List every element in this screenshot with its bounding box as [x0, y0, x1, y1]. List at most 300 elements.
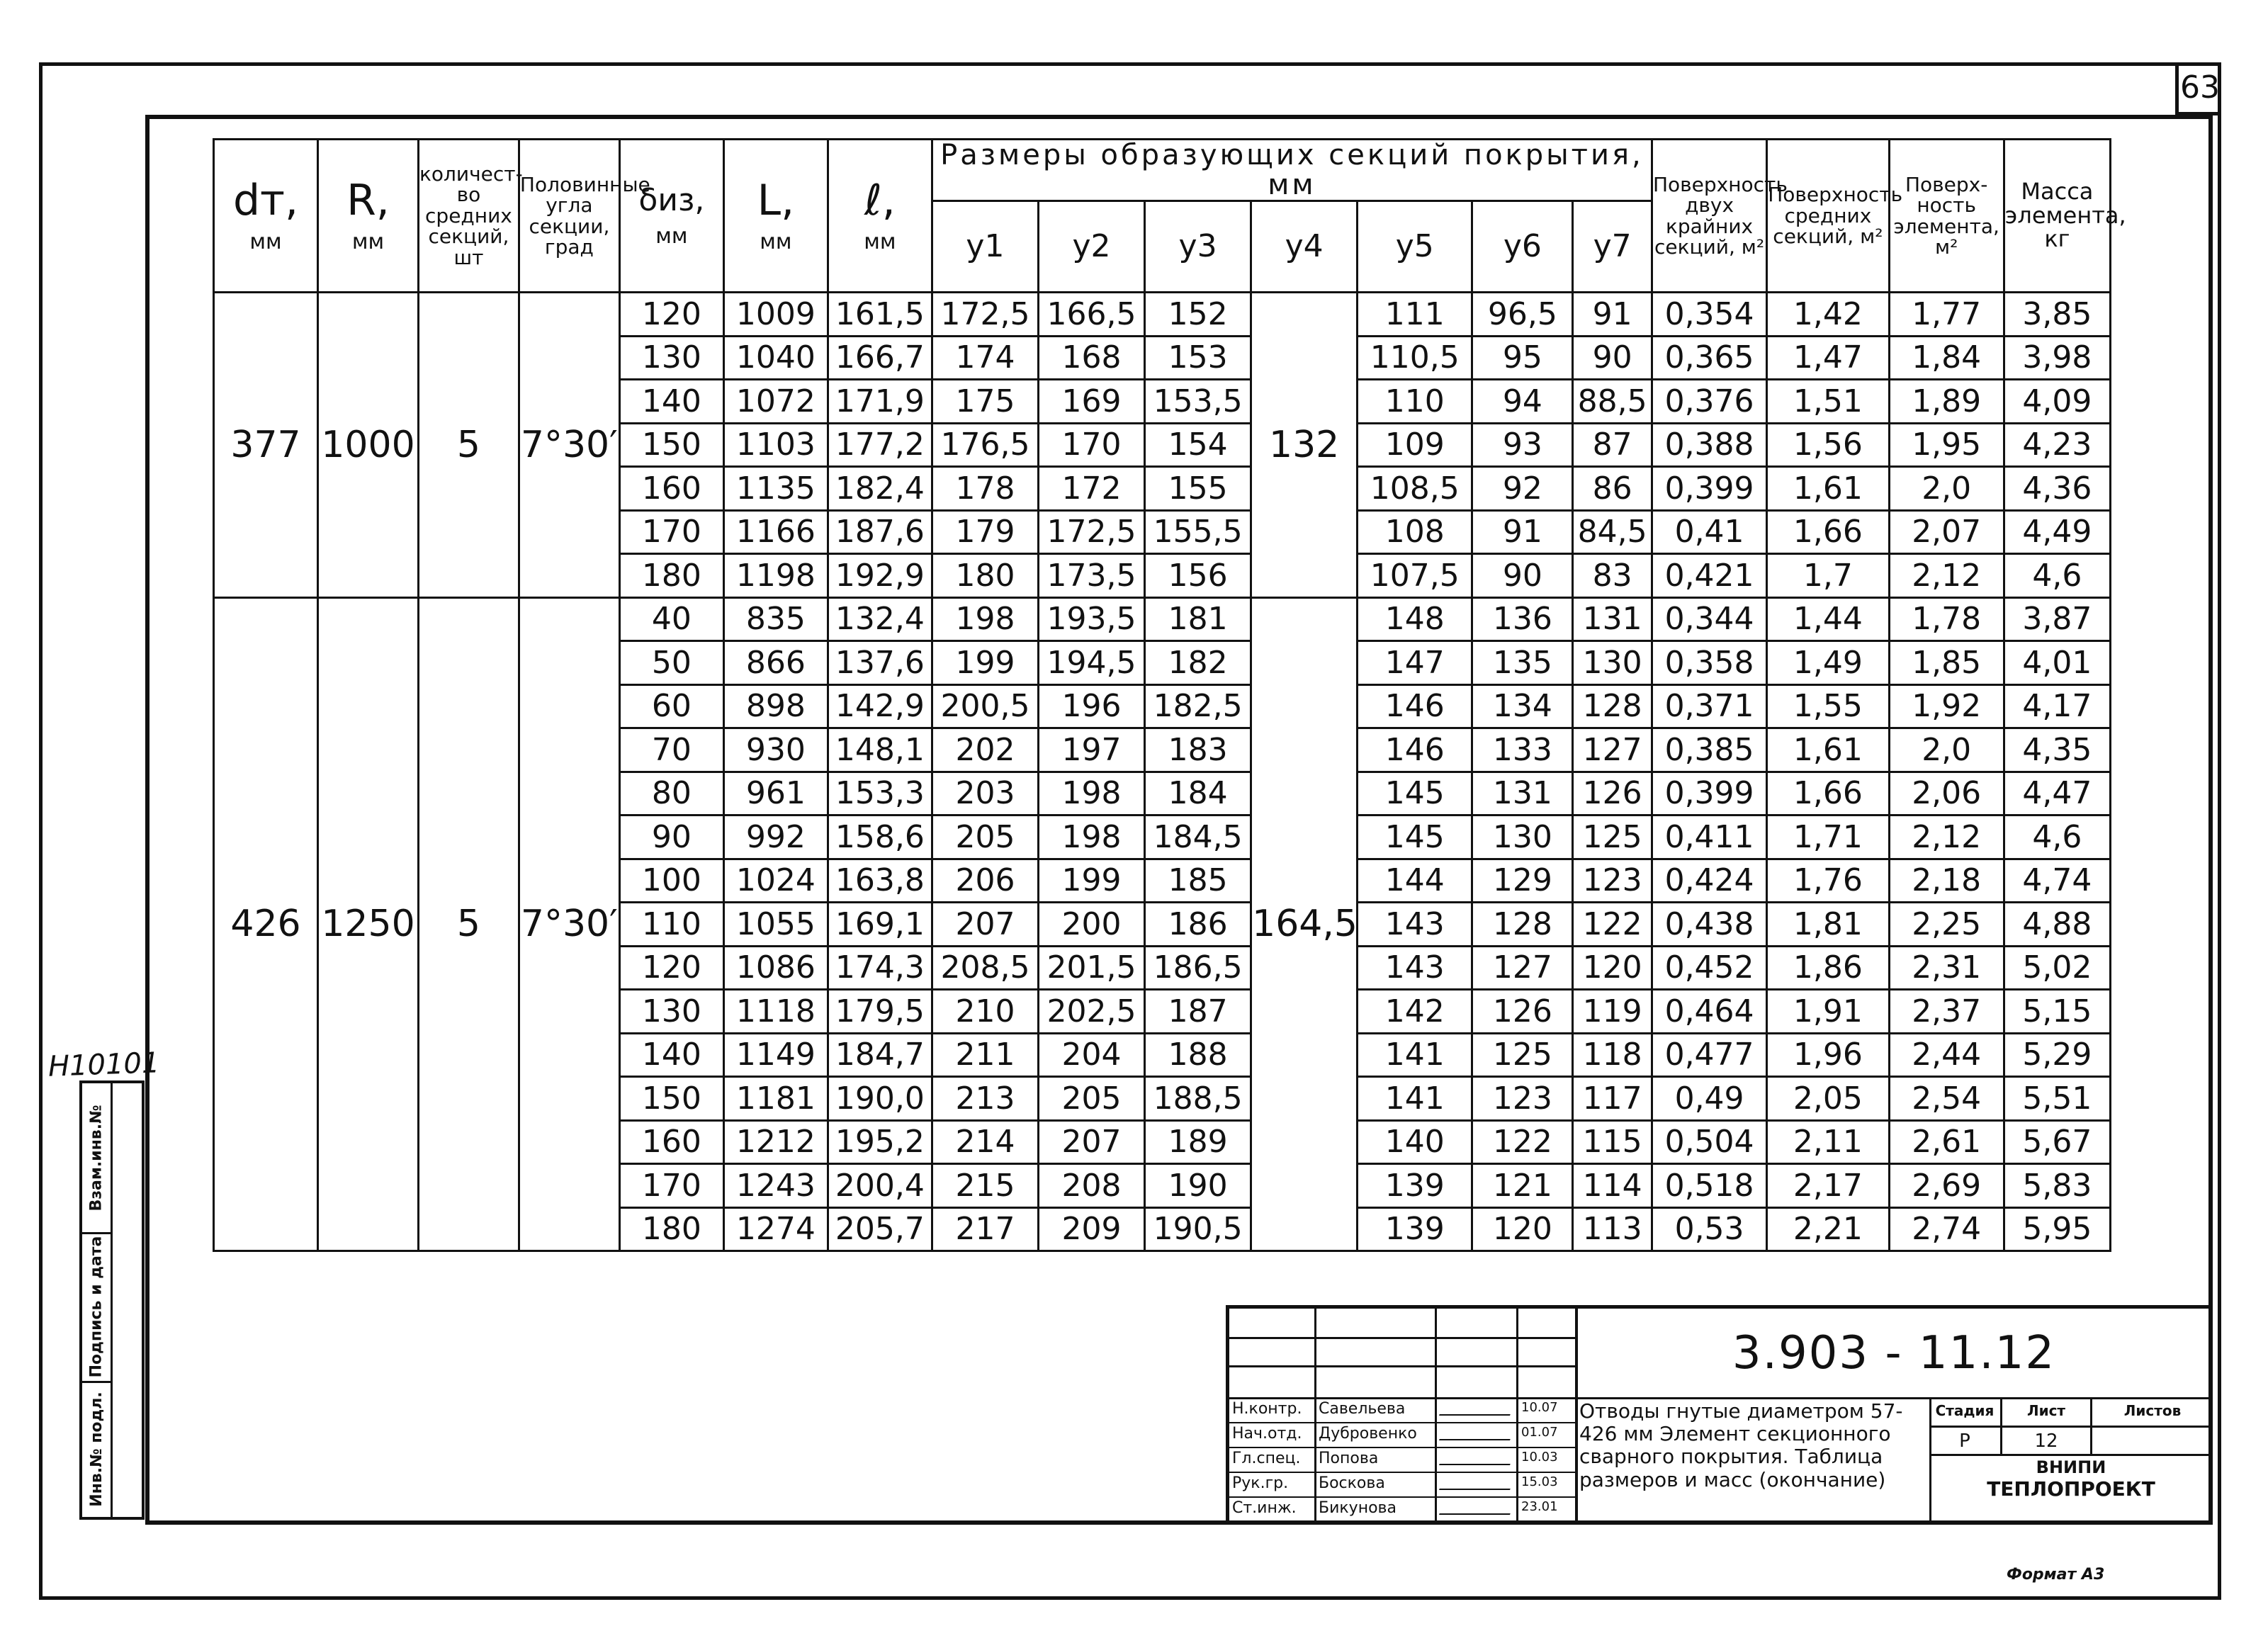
cell-delta: 140: [619, 380, 723, 424]
header-row-1: [214, 140, 2111, 201]
cell-y3: 185: [1145, 859, 1251, 903]
cell-y5: 108,5: [1358, 467, 1472, 511]
cell-L: 1009: [723, 293, 828, 337]
cell-mass: 4,17: [2004, 684, 2110, 728]
cell-y5: 145: [1358, 772, 1472, 815]
cell-y1: 172,5: [932, 293, 1038, 337]
page-number: 63: [2175, 62, 2221, 115]
cell-y7: 87: [1573, 423, 1652, 467]
cell-surf-mid: 1,44: [1767, 597, 1889, 641]
cell-y6: 93: [1472, 423, 1573, 467]
header-y7: y7: [1573, 201, 1652, 293]
header-sections: количест-во средних секций, шт: [418, 140, 519, 293]
signer-role: Ст.инж.: [1232, 1499, 1297, 1517]
cell-y6: 131: [1472, 772, 1573, 815]
cell-y7: 125: [1573, 815, 1652, 859]
cell-surf-end: 0,49: [1652, 1077, 1766, 1121]
cell-mass: 4,74: [2004, 859, 2110, 903]
cell-surf-elem: 1,85: [1889, 641, 2004, 685]
cell-y1: 208,5: [932, 946, 1038, 990]
cell-y7: 115: [1573, 1120, 1652, 1164]
cell-L: 1072: [723, 380, 828, 424]
cell-l: 161,5: [828, 293, 932, 337]
cell-delta: 70: [619, 728, 723, 772]
cell-surf-elem: 2,54: [1889, 1077, 2004, 1121]
header-mass: Масса элемента, кг: [2004, 140, 2110, 293]
cell-mass: 4,36: [2004, 467, 2110, 511]
signer-role: Рук.гр.: [1232, 1474, 1289, 1492]
cell-surf-end: 0,385: [1652, 728, 1766, 772]
signer-name: Боскова: [1319, 1474, 1385, 1492]
cell-l: 153,3: [828, 772, 932, 815]
signer-date: 23.01: [1521, 1499, 1558, 1514]
inventory-mark: Н10101: [47, 1046, 161, 1083]
cell-y3: 183: [1145, 728, 1251, 772]
signer-role: Нач.отд.: [1232, 1425, 1302, 1443]
cell-l: 177,2: [828, 423, 932, 467]
cell-R: 1250: [318, 597, 419, 1251]
signer-date: 01.07: [1521, 1425, 1558, 1440]
cell-y3: 184: [1145, 772, 1251, 815]
cell-delta: 90: [619, 815, 723, 859]
header-y5: y5: [1358, 201, 1472, 293]
cell-surf-elem: 2,0: [1889, 728, 2004, 772]
cell-y6: 128: [1472, 903, 1573, 947]
signer-date: 15.03: [1521, 1474, 1558, 1489]
cell-L: 1212: [723, 1120, 828, 1164]
sheets-label: Листов: [2123, 1402, 2182, 1419]
cell-y5: 143: [1358, 946, 1472, 990]
cell-y7: 83: [1573, 554, 1652, 598]
cell-l: 195,2: [828, 1120, 932, 1164]
document-code: 3.903 - 11.12: [1732, 1326, 2056, 1379]
cell-l: 205,7: [828, 1207, 932, 1251]
signer-name: Савельева: [1319, 1400, 1406, 1418]
cell-y5: 144: [1358, 859, 1472, 903]
signer-row: [1229, 1499, 1575, 1520]
header-y2: y2: [1038, 201, 1144, 293]
cell-y6: 121: [1472, 1164, 1573, 1208]
cell-y2: 172: [1038, 467, 1144, 511]
cell-y2: 199: [1038, 859, 1144, 903]
cell-L: 961: [723, 772, 828, 815]
cell-surf-mid: 1,55: [1767, 684, 1889, 728]
cell-y3: 181: [1145, 597, 1251, 641]
cell-y3: 155: [1145, 467, 1251, 511]
cell-y2: 201,5: [1038, 946, 1144, 990]
cell-y7: 90: [1573, 336, 1652, 380]
cell-L: 1149: [723, 1033, 828, 1077]
signer-row: [1229, 1474, 1575, 1495]
signature-mark: [1442, 1425, 1513, 1445]
cell-L: 1135: [723, 467, 828, 511]
cell-surf-elem: 1,89: [1889, 380, 2004, 424]
document-description: Отводы гнутые диаметром 57- 426 мм Элемент секционного сварного покрытия. Таблица размеров и масс (окончание): [1579, 1399, 1903, 1491]
cell-mass: 5,51: [2004, 1077, 2110, 1121]
cell-surf-mid: 1,56: [1767, 423, 1889, 467]
cell-surf-elem: 2,25: [1889, 903, 2004, 947]
cell-mass: 5,15: [2004, 990, 2110, 1034]
cell-y6: 91: [1472, 510, 1573, 554]
organization: ВНИПИ ТЕПЛОПРОЕКТ: [1987, 1457, 2155, 1501]
signature-mark: [1442, 1474, 1513, 1494]
cell-y3: 186: [1145, 903, 1251, 947]
cell-y3: 189: [1145, 1120, 1251, 1164]
cell-delta: 160: [619, 1120, 723, 1164]
cell-y2: 194,5: [1038, 641, 1144, 685]
cell-y7: 126: [1573, 772, 1652, 815]
header-surf-end: Поверхность двух крайних секций, м²: [1652, 140, 1766, 293]
cell-y5: 141: [1358, 1033, 1472, 1077]
cell-y5: 109: [1358, 423, 1472, 467]
cell-l: 142,9: [828, 684, 932, 728]
cell-l: 132,4: [828, 597, 932, 641]
cell-y7: 113: [1573, 1207, 1652, 1251]
dimensions-table: [213, 138, 2126, 1252]
cell-surf-elem: 1,92: [1889, 684, 2004, 728]
cell-mass: 4,6: [2004, 815, 2110, 859]
cell-y5: 146: [1358, 684, 1472, 728]
cell-delta: 120: [619, 293, 723, 337]
cell-y3: 154: [1145, 423, 1251, 467]
cell-L: 1198: [723, 554, 828, 598]
cell-l: 148,1: [828, 728, 932, 772]
cell-mass: 4,88: [2004, 903, 2110, 947]
cell-y7: 114: [1573, 1164, 1652, 1208]
cell-y7: 91: [1573, 293, 1652, 337]
sidebar-divider: [111, 1083, 113, 1517]
cell-surf-end: 0,399: [1652, 772, 1766, 815]
cell-dt: 426: [214, 597, 318, 1251]
cell-y1: 179: [932, 510, 1038, 554]
cell-surf-mid: 2,05: [1767, 1077, 1889, 1121]
table-row: [214, 293, 2111, 337]
cell-l: 179,5: [828, 990, 932, 1034]
cell-y3: 182,5: [1145, 684, 1251, 728]
cell-L: 1274: [723, 1207, 828, 1251]
cell-delta: 180: [619, 554, 723, 598]
cell-l: 184,7: [828, 1033, 932, 1077]
cell-half-angle: 7°30′: [519, 597, 619, 1251]
cell-y2: 208: [1038, 1164, 1144, 1208]
cell-surf-mid: 1,81: [1767, 903, 1889, 947]
cell-y1: 211: [932, 1033, 1038, 1077]
cell-surf-elem: 2,37: [1889, 990, 2004, 1034]
cell-y2: 198: [1038, 772, 1144, 815]
cell-surf-mid: 2,17: [1767, 1164, 1889, 1208]
header-dt: dт, мм: [214, 140, 318, 293]
cell-delta: 120: [619, 946, 723, 990]
cell-y5: 111: [1358, 293, 1472, 337]
cell-y4: 164,5: [1251, 597, 1358, 1251]
cell-surf-end: 0,388: [1652, 423, 1766, 467]
cell-y5: 143: [1358, 903, 1472, 947]
cell-surf-end: 0,477: [1652, 1033, 1766, 1077]
cell-surf-end: 0,53: [1652, 1207, 1766, 1251]
cell-y2: 169: [1038, 380, 1144, 424]
cell-l: 158,6: [828, 815, 932, 859]
cell-l: 174,3: [828, 946, 932, 990]
cell-L: 1024: [723, 859, 828, 903]
cell-surf-mid: 1,71: [1767, 815, 1889, 859]
cell-y7: 84,5: [1573, 510, 1652, 554]
signer-date: 10.03: [1521, 1450, 1558, 1464]
cell-l: 192,9: [828, 554, 932, 598]
sheet-label: Лист: [2026, 1402, 2066, 1419]
cell-y1: 200,5: [932, 684, 1038, 728]
cell-surf-mid: 1,49: [1767, 641, 1889, 685]
cell-surf-mid: 1,66: [1767, 510, 1889, 554]
table-row: [214, 597, 2111, 641]
header-R: R, мм: [318, 140, 419, 293]
cell-surf-elem: 2,12: [1889, 815, 2004, 859]
cell-y6: 129: [1472, 859, 1573, 903]
cell-surf-elem: 1,78: [1889, 597, 2004, 641]
cell-delta: 40: [619, 597, 723, 641]
cell-y2: 202,5: [1038, 990, 1144, 1034]
sidebar-sign-date: Подпись и дата: [82, 1232, 111, 1383]
cell-y1: 202: [932, 728, 1038, 772]
cell-y3: 152: [1145, 293, 1251, 337]
cell-y5: 140: [1358, 1120, 1472, 1164]
cell-mass: 3,87: [2004, 597, 2110, 641]
cell-mass: 5,02: [2004, 946, 2110, 990]
cell-y7: 88,5: [1573, 380, 1652, 424]
signer-name: Бикунова: [1319, 1499, 1397, 1517]
cell-delta: 170: [619, 510, 723, 554]
cell-y7: 128: [1573, 684, 1652, 728]
table-body: [214, 293, 2111, 1251]
signature-mark: [1442, 1499, 1513, 1519]
cell-delta: 130: [619, 336, 723, 380]
cell-delta: 160: [619, 467, 723, 511]
cell-surf-mid: 1,86: [1767, 946, 1889, 990]
cell-y3: 153,5: [1145, 380, 1251, 424]
cell-surf-elem: 2,69: [1889, 1164, 2004, 1208]
cell-surf-mid: 2,21: [1767, 1207, 1889, 1251]
cell-L: 1118: [723, 990, 828, 1034]
cell-y1: 175: [932, 380, 1038, 424]
cell-surf-end: 0,41: [1652, 510, 1766, 554]
cell-y6: 127: [1472, 946, 1573, 990]
cell-half-angle: 7°30′: [519, 293, 619, 598]
cell-y2: 207: [1038, 1120, 1144, 1164]
cell-y1: 213: [932, 1077, 1038, 1121]
cell-y5: 110: [1358, 380, 1472, 424]
cell-mass: 5,29: [2004, 1033, 2110, 1077]
cell-L: 835: [723, 597, 828, 641]
cell-y5: 141: [1358, 1077, 1472, 1121]
cell-mass: 4,47: [2004, 772, 2110, 815]
header-y1: y1: [932, 201, 1038, 293]
cell-y1: 180: [932, 554, 1038, 598]
cell-L: 866: [723, 641, 828, 685]
signer-row: [1229, 1424, 1575, 1445]
cell-y3: 182: [1145, 641, 1251, 685]
cell-y5: 107,5: [1358, 554, 1472, 598]
cell-mass: 4,6: [2004, 554, 2110, 598]
stage-label: Стадия: [1935, 1402, 1995, 1419]
cell-y6: 94: [1472, 380, 1573, 424]
cell-surf-mid: 2,11: [1767, 1120, 1889, 1164]
cell-y7: 130: [1573, 641, 1652, 685]
cell-surf-elem: 1,84: [1889, 336, 2004, 380]
cell-surf-elem: 1,95: [1889, 423, 2004, 467]
cell-surf-end: 0,358: [1652, 641, 1766, 685]
cell-l: 137,6: [828, 641, 932, 685]
cell-y3: 153: [1145, 336, 1251, 380]
cell-y1: 210: [932, 990, 1038, 1034]
cell-y7: 131: [1573, 597, 1652, 641]
cell-surf-end: 0,365: [1652, 336, 1766, 380]
header-y3: y3: [1145, 201, 1251, 293]
cell-y6: 123: [1472, 1077, 1573, 1121]
cell-y1: 215: [932, 1164, 1038, 1208]
cell-surf-elem: 2,18: [1889, 859, 2004, 903]
cell-l: 169,1: [828, 903, 932, 947]
cell-surf-mid: 1,42: [1767, 293, 1889, 337]
cell-y6: 133: [1472, 728, 1573, 772]
cell-y7: 118: [1573, 1033, 1652, 1077]
cell-mass: 5,95: [2004, 1207, 2110, 1251]
cell-y6: 120: [1472, 1207, 1573, 1251]
cell-delta: 100: [619, 859, 723, 903]
title-block: [1226, 1305, 2213, 1525]
cell-y5: 139: [1358, 1164, 1472, 1208]
cell-y1: 206: [932, 859, 1038, 903]
signer-date: 10.07: [1521, 1400, 1558, 1415]
cell-sections: 5: [418, 597, 519, 1251]
cell-surf-end: 0,344: [1652, 597, 1766, 641]
cell-y6: 90: [1472, 554, 1573, 598]
cell-y2: 193,5: [1038, 597, 1144, 641]
cell-surf-mid: 1,76: [1767, 859, 1889, 903]
cell-surf-mid: 1,61: [1767, 467, 1889, 511]
header-l: ℓ, мм: [828, 140, 932, 293]
cell-surf-mid: 1,66: [1767, 772, 1889, 815]
cell-surf-end: 0,424: [1652, 859, 1766, 903]
cell-y6: 126: [1472, 990, 1573, 1034]
cell-y6: 122: [1472, 1120, 1573, 1164]
cell-surf-end: 0,376: [1652, 380, 1766, 424]
cell-y2: 204: [1038, 1033, 1144, 1077]
cell-y5: 146: [1358, 728, 1472, 772]
cell-surf-mid: 1,47: [1767, 336, 1889, 380]
cell-y2: 173,5: [1038, 554, 1144, 598]
cell-surf-elem: 2,31: [1889, 946, 2004, 990]
cell-y2: 166,5: [1038, 293, 1144, 337]
cell-y3: 190: [1145, 1164, 1251, 1208]
cell-surf-end: 0,464: [1652, 990, 1766, 1034]
header-L: L, мм: [723, 140, 828, 293]
cell-L: 1243: [723, 1164, 828, 1208]
cell-mass: 4,35: [2004, 728, 2110, 772]
cell-surf-end: 0,371: [1652, 684, 1766, 728]
cell-y1: 217: [932, 1207, 1038, 1251]
header-surf-mid: Поверхность средних секций, м²: [1767, 140, 1889, 293]
cell-surf-elem: 2,61: [1889, 1120, 2004, 1164]
cell-delta: 170: [619, 1164, 723, 1208]
cell-delta: 140: [619, 1033, 723, 1077]
cell-y4: 132: [1251, 293, 1358, 598]
cell-surf-mid: 1,7: [1767, 554, 1889, 598]
cell-y3: 188: [1145, 1033, 1251, 1077]
cell-surf-end: 0,438: [1652, 903, 1766, 947]
stage-value: Р: [1959, 1430, 1970, 1452]
cell-delta: 50: [619, 641, 723, 685]
cell-y1: 214: [932, 1120, 1038, 1164]
cell-y7: 86: [1573, 467, 1652, 511]
cell-y1: 178: [932, 467, 1038, 511]
cell-mass: 4,09: [2004, 380, 2110, 424]
header-surf-elem: Поверх-ность элемента, м²: [1889, 140, 2004, 293]
cell-y6: 92: [1472, 467, 1573, 511]
cell-y6: 96,5: [1472, 293, 1573, 337]
cell-y7: 120: [1573, 946, 1652, 990]
cell-y1: 207: [932, 903, 1038, 947]
cell-delta: 80: [619, 772, 723, 815]
cell-surf-end: 0,518: [1652, 1164, 1766, 1208]
cell-L: 1055: [723, 903, 828, 947]
cell-surf-elem: 2,06: [1889, 772, 2004, 815]
cell-L: 1040: [723, 336, 828, 380]
cell-y7: 123: [1573, 859, 1652, 903]
cell-y6: 136: [1472, 597, 1573, 641]
cell-y7: 127: [1573, 728, 1652, 772]
cell-y7: 117: [1573, 1077, 1652, 1121]
cell-mass: 5,67: [2004, 1120, 2110, 1164]
cell-surf-mid: 1,91: [1767, 990, 1889, 1034]
cell-y1: 205: [932, 815, 1038, 859]
cell-y2: 205: [1038, 1077, 1144, 1121]
signer-role: Гл.спец.: [1232, 1450, 1301, 1467]
cell-surf-elem: 2,12: [1889, 554, 2004, 598]
cell-y1: 174: [932, 336, 1038, 380]
cell-surf-end: 0,411: [1652, 815, 1766, 859]
cell-y2: 170: [1038, 423, 1144, 467]
header-dims-group: Размеры образующих секций покрытия, мм: [932, 140, 1652, 201]
signer-row: [1229, 1449, 1575, 1470]
cell-l: 182,4: [828, 467, 932, 511]
cell-L: 930: [723, 728, 828, 772]
cell-y1: 198: [932, 597, 1038, 641]
cell-R: 1000: [318, 293, 419, 598]
signer-name: Дубровенко: [1319, 1425, 1417, 1443]
cell-l: 200,4: [828, 1164, 932, 1208]
header-y4: y4: [1251, 201, 1358, 293]
cell-delta: 180: [619, 1207, 723, 1251]
cell-surf-mid: 1,96: [1767, 1033, 1889, 1077]
cell-y6: 130: [1472, 815, 1573, 859]
cell-y1: 203: [932, 772, 1038, 815]
format-note: Формат А3: [2007, 1566, 2105, 1584]
cell-y2: 200: [1038, 903, 1144, 947]
cell-l: 171,9: [828, 380, 932, 424]
cell-sections: 5: [418, 293, 519, 598]
header-y6: y6: [1472, 201, 1573, 293]
cell-y5: 148: [1358, 597, 1472, 641]
cell-y3: 187: [1145, 990, 1251, 1034]
cell-mass: 4,23: [2004, 423, 2110, 467]
cell-mass: 3,85: [2004, 293, 2110, 337]
cell-y7: 119: [1573, 990, 1652, 1034]
cell-delta: 130: [619, 990, 723, 1034]
cell-y2: 209: [1038, 1207, 1144, 1251]
cell-L: 1166: [723, 510, 828, 554]
signature-mark: [1442, 1400, 1513, 1420]
cell-y6: 134: [1472, 684, 1573, 728]
cell-surf-elem: 1,77: [1889, 293, 2004, 337]
